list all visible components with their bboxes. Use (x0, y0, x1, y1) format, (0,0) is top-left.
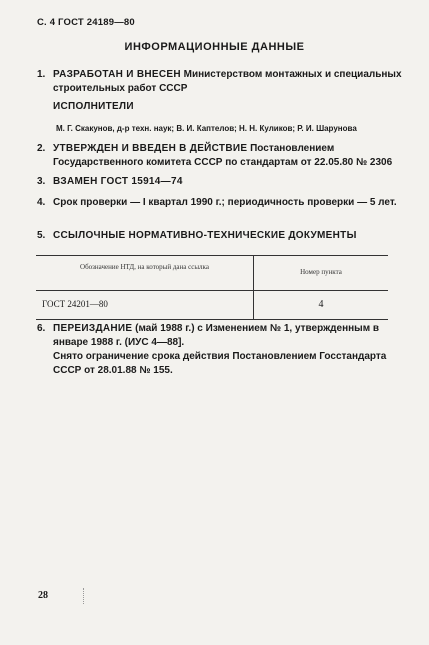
item-5-number: 5. (37, 230, 46, 241)
item-3-text: ВЗАМЕН ГОСТ 15914—74 (53, 176, 183, 187)
executors-heading: ИСПОЛНИТЕЛИ (53, 101, 134, 112)
item-4-text: Срок проверки — I квартал 1990 г.; периодичность проверки — 5 лет. (53, 197, 397, 208)
item-1 (37, 68, 412, 96)
item-1-text: Министерством монтажных и специальных строительных работ СССР (53, 69, 402, 94)
item-2-text: Постановлением Государственного комитета СССР по стандартам от 22.05.80 № 2306 (53, 143, 393, 168)
item-5 (37, 229, 412, 243)
item-5-text: ССЫЛОЧНЫЕ НОРМАТИВНО-ТЕХНИЧЕСКИЕ ДОКУМЕНТЫ (53, 230, 357, 241)
margin-mark (83, 588, 84, 604)
item-2 (37, 142, 412, 170)
item-6 (37, 322, 412, 378)
item-3 (37, 175, 412, 189)
item-6-number: 6. (37, 323, 46, 334)
item-3-number: 3. (37, 176, 46, 187)
page-number: 28 (38, 590, 48, 601)
executors-heading-block (37, 100, 412, 114)
item-4-number: 4. (37, 197, 46, 208)
item-6-text: (май 1988 г.) с Изменением № 1, утвержденным в январе 1988 г. (ИУС 4—88]. (53, 323, 380, 348)
page-title: ИНФОРМАЦИОННЫЕ ДАННЫЕ (124, 41, 305, 53)
reference-table (36, 255, 388, 320)
item-6-lead: ПЕРЕИЗДАНИЕ (53, 323, 133, 334)
page-header: С. 4 ГОСТ 24189—80 (37, 17, 135, 28)
item-4 (37, 196, 412, 210)
table-cell-clause: 4 (318, 299, 324, 310)
table-cell-doc: ГОСТ 24201—80 (36, 291, 254, 319)
table-header-doc: Обозначение НТД, на который дана ссылка (36, 256, 254, 290)
item-2-number: 2. (37, 143, 46, 154)
item-2-lead: УТВЕРЖДЕН И ВВЕДЕН В ДЕЙСТВИЕ (53, 143, 248, 154)
executors-list: М. Г. Скакунов, д-р техн. наук; В. И. Каптелов; Н. Н. Куликов; Р. И. Шарунова (56, 124, 357, 133)
item-1-number: 1. (37, 69, 46, 80)
table-header-row (36, 256, 388, 291)
item-1-lead: РАЗРАБОТАН И ВНЕСЕН (53, 69, 181, 80)
table-header-clause: Номер пункта (300, 268, 342, 276)
item-6-text-2: Снято ограничение срока действия Постановлением Госстандарта СССР от 28.01.88 № 155. (53, 351, 387, 376)
table-row (36, 291, 388, 319)
